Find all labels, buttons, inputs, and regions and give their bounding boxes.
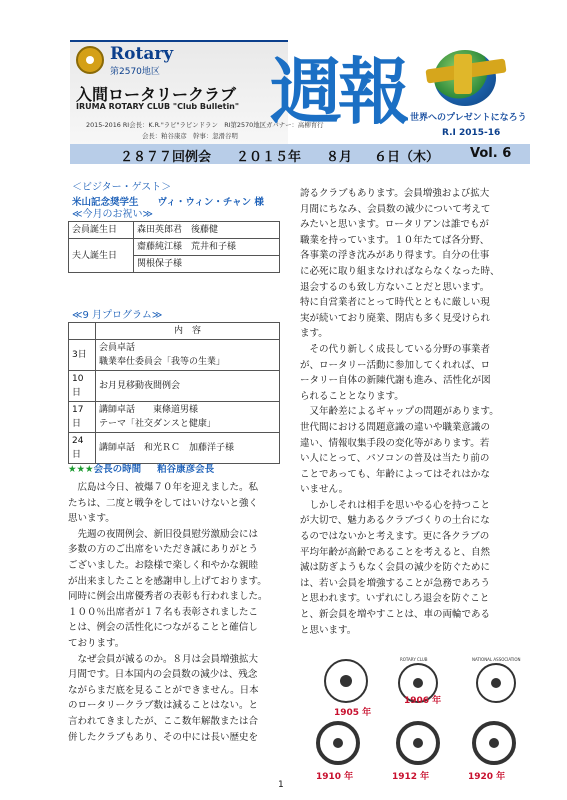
program-line: お月見移動夜間例会 xyxy=(96,371,280,402)
body-line: が、ロータリー活動に参加してくれれば、ロ xyxy=(300,359,491,371)
program-line: 職業奉仕委員会「我等の生業」 xyxy=(99,357,226,367)
body-line: は、若い会員を増強することが急務であろう xyxy=(300,577,491,589)
year-label: 1905 年 xyxy=(334,708,372,718)
guest-title: ＜ビジター・ゲスト＞ xyxy=(72,182,172,193)
body-line: 多数の方のご出席をいただき誠にありがとう xyxy=(68,544,259,556)
body-line: に必死に取り組まなければならなくなった時、 xyxy=(300,265,500,277)
star-icon: ★★★ xyxy=(68,464,94,475)
body-line: 又年齢差によるギャップの問題があります。 xyxy=(300,406,499,418)
celebration-value: 齋藤純江様 荒井和子様 xyxy=(134,239,280,256)
body-line: 減は防ぎようもなく会員の減少を防ぐために xyxy=(300,562,491,574)
body-line: 世代間における問題意識の違いや職業意識の xyxy=(300,421,491,433)
body-line: のロータリークラブ数は減ることはない。と xyxy=(68,700,259,712)
program-day: 24日 xyxy=(69,433,96,464)
table-row xyxy=(69,433,280,464)
body-line: と思われます。いずれにしろ退会を防ぐこと xyxy=(300,593,490,605)
program-day: 3日 xyxy=(69,340,96,371)
body-line: たちは、二度と戦争をしてはいけないと強く xyxy=(68,497,259,509)
club-name-en: IRUMA ROTARY CLUB "Club Bulletin" xyxy=(76,102,240,111)
body-line: 退会するのも致し方ないことだと思います。 xyxy=(300,281,490,293)
header-officers-line1: 2015-2016 RI会長：K.R."ラビ"ラビンドラン RI第2570地区ガバナー：高柳育行 xyxy=(86,121,324,129)
body-line: 併したクラブもあり、その中には長い歴史を xyxy=(68,731,259,743)
body-line: 広島は今日、被爆７０年を迎えました。私 xyxy=(68,482,259,493)
program-day: 10日 xyxy=(69,371,96,402)
body-line: 違い、情報収集手段の変化等があります。若 xyxy=(300,437,490,449)
left-column-body xyxy=(68,480,286,745)
wheel-1912-icon xyxy=(396,721,440,765)
president-heading xyxy=(68,462,283,478)
meeting-number: ２８７７回例会 xyxy=(120,150,212,165)
program-line: 講師卓話 和光ＲＣ 加藤洋子様 xyxy=(96,433,280,464)
body-line: 月間です。日本国内の会員数の減少は、残念 xyxy=(68,669,258,681)
celebration-title: ≪今月のお祝い≫ xyxy=(72,209,153,220)
program-title: ≪9 月プログラム≫ xyxy=(72,310,163,321)
wheel-assoc-text: NATIONAL ASSOCIATION xyxy=(472,657,521,662)
celebration-table xyxy=(68,221,280,273)
program-line: 会員卓話 xyxy=(99,343,136,353)
body-line: 各事業の浮き沈みがあり得ます。自分の仕事 xyxy=(300,250,490,262)
club-name-jp: 入間ロータリークラブ xyxy=(76,85,237,104)
body-line: ータリー自体の新陳代謝も進み、活性化が図 xyxy=(300,375,491,387)
body-line: その代り新しく成長している分野の事業者 xyxy=(300,343,491,355)
rotary-wheel-icon xyxy=(76,46,104,74)
program-line: テーマ「社交ダンスと健康」 xyxy=(99,419,216,429)
year-label: 1906 年 xyxy=(404,696,442,706)
table-row xyxy=(69,340,280,371)
district-label: 第2570地区 xyxy=(110,67,160,77)
meeting-banner xyxy=(70,144,530,164)
body-line: なぜ会員が減るのか。８月は会員増強拡大 xyxy=(68,653,259,665)
body-line: 言われてきましたが、ここ数年解散または合 xyxy=(68,715,259,727)
body-line: が出来ましたことを感謝申し上げております。 xyxy=(68,575,267,587)
volume-number: Vol. 6 xyxy=(470,146,512,161)
body-line: と思います。 xyxy=(300,624,357,636)
table-row xyxy=(69,323,280,340)
year-label: 1910 年 xyxy=(316,772,354,782)
president-section-title: 会長の時間 xyxy=(93,464,142,475)
gift-ribbon-vertical-icon xyxy=(454,54,472,94)
body-line: ております。 xyxy=(68,637,125,649)
table-row xyxy=(69,402,280,433)
bulletin-title: 週報 xyxy=(270,49,407,134)
year-label: 1920 年 xyxy=(468,772,506,782)
right-column-body xyxy=(300,186,530,638)
body-line: ございました。お陰様で楽しく和やかな親睦 xyxy=(68,559,259,571)
page-number: 1 xyxy=(278,780,284,790)
body-line: とは、例会の活性化につながることと確信し xyxy=(68,622,258,634)
guest-line: 米山記念奨学生 ヴィ・ウィン・チャン 様 xyxy=(72,197,264,208)
header-left-panel xyxy=(70,40,324,144)
body-line: 思います。 xyxy=(68,513,115,525)
body-line: るのではないかと考えます。更に各クラブの xyxy=(300,531,490,543)
body-line: しかしそれは相手を思いやる心を持つこと xyxy=(300,499,491,511)
body-line: １００％出席者が１７名も表彰されましたこ xyxy=(68,606,259,618)
wheel-1920-icon xyxy=(472,721,516,765)
body-line: られることとなります。 xyxy=(300,390,404,402)
body-line: ます。 xyxy=(300,328,328,340)
wheel-assoc-icon xyxy=(476,663,516,703)
president-name: 粕谷康彦会長 xyxy=(157,464,215,475)
table-row xyxy=(69,371,280,402)
wheel-1905-icon xyxy=(324,659,368,703)
wheel-1910-icon xyxy=(316,721,360,765)
body-line: ことであっても、年齢によってはそれはかな xyxy=(300,468,490,480)
meeting-day: ６日（木） xyxy=(374,150,440,165)
header-officers-line2: 会長：粕谷康彦 幹事：忽滑谷明 xyxy=(142,132,238,140)
body-line: 実が続いており廃業、閉店も多く見受けられ xyxy=(300,312,491,324)
theme-slogan: 世界へのプレゼントになろう xyxy=(410,113,527,123)
celebration-label: 会員誕生日 xyxy=(69,222,134,239)
body-line: が大切で、魅力あるクラブづくりの土台にな xyxy=(300,515,490,527)
table-row xyxy=(69,222,280,239)
wheel-club-text: ROTARY CLUB xyxy=(400,657,428,662)
body-line: 職業を持っています。１０年たてば各分野、 xyxy=(300,234,490,246)
program-table xyxy=(68,322,280,464)
bulletin-header xyxy=(70,40,530,142)
body-line: みたいと思います。ロータリアンは誰でもが xyxy=(300,219,489,231)
celebration-label: 夫人誕生日 xyxy=(69,239,134,273)
body-line: ながらまだ底を見ることができません。日本 xyxy=(68,684,259,696)
body-line: 平均年齢が高齢であることを考えると、自然 xyxy=(300,546,491,558)
body-line: 誇るクラブもあります。会員増強および拡大 xyxy=(300,188,490,199)
header-theme-panel xyxy=(408,40,530,142)
body-line: い人にとって、パソコンの普及は当たり前の xyxy=(300,453,490,465)
table-row xyxy=(69,239,280,256)
body-line: いません。 xyxy=(300,484,349,496)
ri-year: R.I 2015-16 xyxy=(442,128,501,138)
body-line: 特に自営業者にとって時代とともに厳しい現 xyxy=(300,297,490,309)
year-label: 1912 年 xyxy=(392,772,430,782)
program-header: 内 容 xyxy=(96,323,280,340)
celebration-value: 関根保子様 xyxy=(134,256,280,273)
rotary-logo-text: Rotary xyxy=(110,44,174,64)
body-line: 同時に例会出席優秀者の表彰も行われました。 xyxy=(68,591,268,603)
meeting-month: ８月 xyxy=(326,150,353,165)
body-line: と、新会員を増やすことは、車の両輪である xyxy=(300,609,491,621)
body-line: 月間にちなみ、会員数の減少について考えて xyxy=(300,203,491,215)
program-day: 17日 xyxy=(69,402,96,433)
body-line: 先週の夜間例会、新旧役員慰労激励会には xyxy=(68,528,259,540)
guest-section xyxy=(72,180,282,211)
program-line: 講師卓話 東條道男様 xyxy=(99,405,199,415)
celebration-value: 森田英郎君 後藤健 xyxy=(134,222,280,239)
meeting-year: ２０１５年 xyxy=(236,150,302,165)
rotary-wheels-history xyxy=(300,655,525,785)
